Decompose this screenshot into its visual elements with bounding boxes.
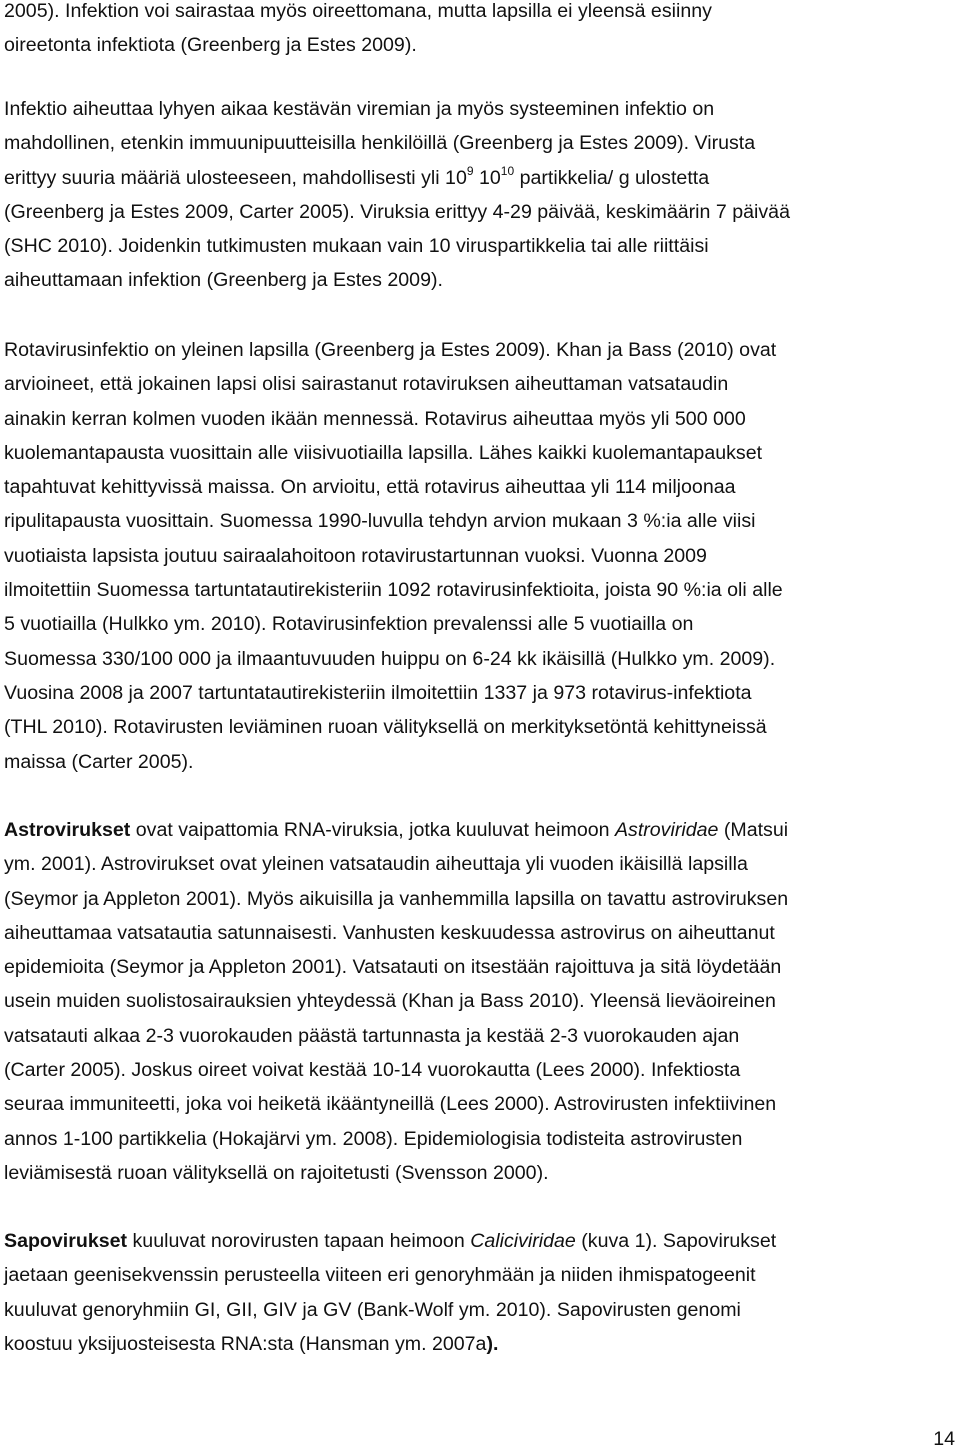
text-line: jaetaan geenisekvenssin perusteella viiteen eri genoryhmään ja niiden ihmispatogeenit	[4, 1264, 756, 1287]
text-line: Suomessa 330/100 000 ja ilmaantuvuuden huippu on 6-24 kk ikäisillä (Hulkko ym. 2009).	[4, 647, 776, 670]
paragraph-sapovirus	[4, 1224, 776, 1361]
paragraph-infection-carryover	[4, 0, 712, 63]
text-line: (Carter 2005). Joskus oireet voivat kestää 10-14 vuorokautta (Lees 2000). Infektiosta	[4, 1059, 741, 1082]
text-line: 2005). Infektion voi sairastaa myös oireettomana, mutta lapsilla ei yleensä esiinny	[4, 0, 712, 22]
text-line: kuuluvat genoryhmiin GI, GII, GIV ja GV (Bank-Wolf ym. 2010). Sapovirusten genomi	[4, 1298, 741, 1321]
text-run-bold: ).	[486, 1332, 499, 1355]
text-line: ainakin kerran kolmen vuoden ikään mennessä. Rotavirus aiheuttaa myös yli 500 000	[4, 407, 746, 430]
text-line: seuraa immuniteetti, joka voi heiketä ikääntyneillä (Lees 2000). Astrovirusten infektiivinen	[4, 1093, 777, 1116]
text-line: 5 vuotiailla (Hulkko ym. 2010). Rotavirusinfektion prevalenssi alle 5 vuotiailla on	[4, 613, 694, 636]
text-line: Vuosina 2008 ja 2007 tartuntatautirekisteriin ilmoitettiin 1337 ja 973 rotavirus-infektiota	[4, 681, 752, 704]
text-run: ovat vaipattomia RNA-viruksia, jotka kuuluvat heimoon	[130, 819, 615, 841]
text-run: 10	[473, 166, 501, 189]
text-line: (SHC 2010). Joidenkin tutkimusten mukaan vain 10 viruspartikkelia tai alle riittäisi	[4, 235, 709, 258]
text-line: mahdollinen, etenkin immuunipuutteisilla henkilöillä (Greenberg ja Estes 2009). Virusta	[4, 132, 756, 155]
term-astrovirukset: Astrovirukset	[4, 819, 131, 841]
text-line: ym. 2001). Astrovirukset ovat yleinen vatsataudin aiheuttaja yli vuoden ikäisillä lapsilla	[4, 853, 748, 876]
text-run: erittyy suuria määriä ulosteeseen, mahdollisesti yli 10	[4, 166, 467, 189]
text-line: epidemioita (Seymor ja Appleton 2001). Vatsatauti on itsestään rajoittuva ja sitä löydetään	[4, 956, 782, 979]
text-line: ilmoitettiin Suomessa tartuntatautirekisteriin 1092 rotavirusinfektioita, joista 90 %:ia oli alle	[4, 579, 783, 602]
text-line	[4, 813, 788, 847]
text-run: (kuva 1). Sapovirukset	[575, 1230, 777, 1252]
text-line: tapahtuvat kehittyvissä maissa. On arvioitu, että rotavirus aiheuttaa yli 114 miljoonaa	[4, 476, 736, 499]
text-run: kuuluvat norovirusten tapaan heimoon	[127, 1230, 471, 1252]
text-line	[4, 161, 790, 195]
paragraph-viremia	[4, 92, 790, 298]
superscript-exponent: 10	[500, 163, 515, 178]
text-run: partikkelia/ g ulostetta	[514, 166, 710, 189]
paragraph-astrovirus	[4, 813, 788, 1190]
taxon-caliciviridae: Caliciviridae	[470, 1230, 576, 1252]
text-line: annos 1-100 partikkelia (Hokajärvi ym. 2008). Epidemiologisia todisteita astrovirusten	[4, 1127, 743, 1150]
text-line: ripulitapausta vuosittain. Suomessa 1990-luvulla tehdyn arvion mukaan 3 %:ia alle viisi	[4, 510, 756, 533]
text-line: usein muiden suolistosairauksien yhteydessä (Khan ja Bass 2010). Yleensä lieväoireinen	[4, 990, 776, 1013]
text-line: aiheuttamaan infektion (Greenberg ja Estes 2009).	[4, 269, 443, 292]
text-line: maissa (Carter 2005).	[4, 750, 194, 773]
text-line: (THL 2010). Rotavirusten leviäminen ruoan välityksellä on merkityksetöntä kehittyneissä	[4, 716, 767, 739]
text-line: (Greenberg ja Estes 2009, Carter 2005). Viruksia erittyy 4-29 päivää, keskimäärin 7 päivää	[4, 200, 790, 223]
text-line: arvioineet, että jokainen lapsi olisi sairastanut rotaviruksen aiheuttaman vatsataudin	[4, 373, 729, 396]
text-line: aiheuttamaa vatsatautia satunnaisesti. Vanhusten keskuudessa astrovirus on aiheuttanut	[4, 921, 775, 944]
text-line: (Seymor ja Appleton 2001). Myös aikuisilla ja vanhemmilla lapsilla on tavattu astroviruksen	[4, 887, 789, 910]
text-line: vuotiaista lapsista joutuu sairaalahoitoon rotavirustartunnan vuoksi. Vuonna 2009	[4, 544, 707, 567]
superscript-exponent: 9	[466, 163, 474, 178]
text-line: Rotavirusinfektio on yleinen lapsilla (Greenberg ja Estes 2009). Khan ja Bass (2010) ovat	[4, 339, 777, 361]
text-run: (Matsui	[718, 819, 789, 841]
text-line: kuolemantapausta vuosittain alle viisivuotiailla lapsilla. Lähes kaikki kuolemantapaukset	[4, 441, 763, 464]
text-run: koostuu yksijuosteisesta RNA:sta (Hansman ym. 2007a	[4, 1332, 487, 1355]
text-line: oireetonta infektiota (Greenberg ja Estes 2009).	[4, 34, 417, 57]
text-line: vatsatauti alkaa 2-3 vuorokauden päästä tartunnasta ja kestää 2-3 vuorokauden ajan	[4, 1024, 740, 1047]
taxon-astroviridae: Astroviridae	[614, 819, 719, 841]
paragraph-rotavirus	[4, 333, 783, 779]
text-line: Infektio aiheuttaa lyhyen aikaa kestävän viremian ja myös systeeminen infektio on	[4, 98, 715, 120]
page-number: 14	[933, 1428, 955, 1450]
text-line: leviämisestä ruoan välityksellä on rajoitetusti (Svensson 2000).	[4, 1161, 549, 1184]
term-sapovirukset: Sapovirukset	[4, 1230, 128, 1252]
text-line	[4, 1224, 776, 1258]
text-line	[4, 1327, 776, 1361]
